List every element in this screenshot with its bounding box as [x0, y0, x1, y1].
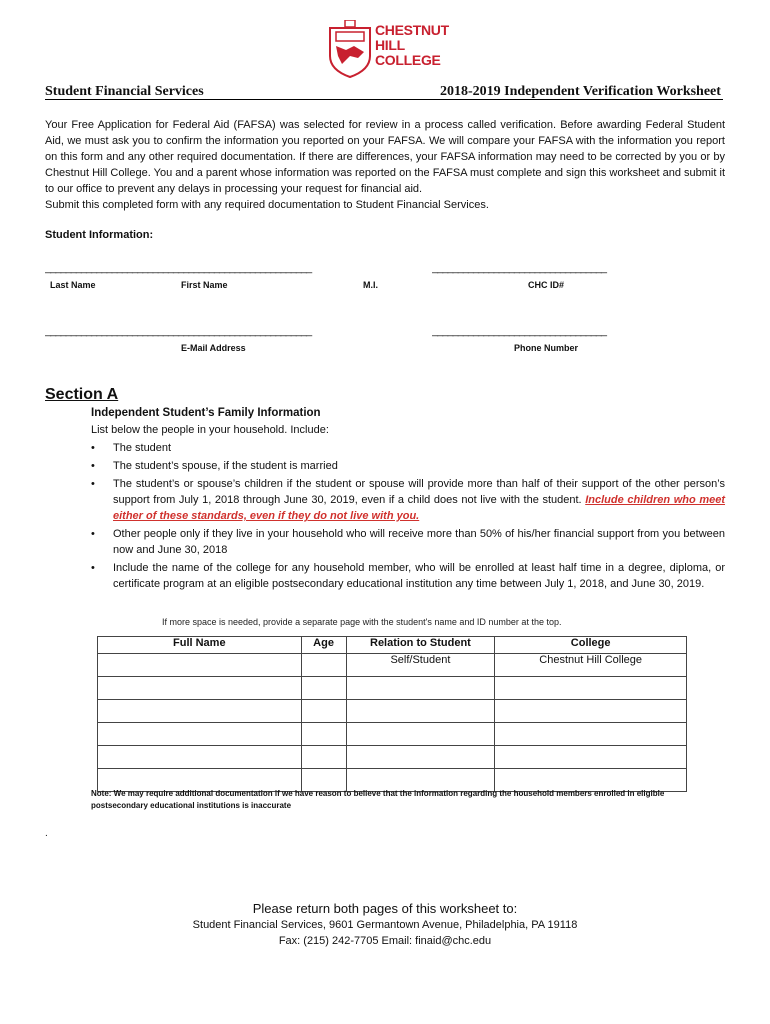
email-label: E-Mail Address — [181, 343, 246, 353]
criteria-text: The student’s or spouse’s children if the student or spouse will provide more than half of their support of the other person’s support from July 1, 2018 through June 30, 2019, even if a child does not live with the student. — [113, 478, 725, 506]
relation-cell[interactable] — [346, 700, 495, 723]
table-row — [98, 723, 687, 746]
college-crest-icon — [328, 20, 372, 78]
bullet-icon: • — [91, 442, 95, 454]
college-cell[interactable] — [495, 723, 687, 746]
name-cell[interactable] — [98, 654, 302, 677]
bullet-icon: • — [91, 478, 95, 490]
intro-text — [45, 117, 725, 213]
stray-dot: . — [45, 828, 48, 839]
intro-paragraph: Your Free Application for Federal Aid (FAFSA) was selected for review in a process called verification. Before awarding Federal Student Aid, we must ask you to confirm the information you reported on your FAFSA. We will compare your FAFSA with the information you report on this form and any other required documentation. If there are differences, your FAFSA information may need to be corrected by you or by Chestnut Hill College. You and a parent whose information was reported on the FAFSA must complete and sign this worksheet and submit it to our office to prevent any delays in processing your request for financial aid. — [45, 119, 725, 195]
email-input-line[interactable]: ____________________________________________________ — [45, 325, 312, 337]
first-name-label: First Name — [181, 280, 228, 290]
name-cell[interactable] — [98, 723, 302, 746]
relation-cell[interactable]: Self/Student — [346, 654, 495, 677]
department-title: Student Financial Services — [45, 84, 204, 99]
family-info-title: Independent Student’s Family Information — [91, 407, 321, 419]
phone-input-line[interactable]: __________________________________ — [432, 325, 607, 337]
family-info-desc: List below the people in your household. Include: — [91, 424, 329, 436]
criteria-emphasis: Include children who meet either of these standards, even if they do not live with you. — [113, 494, 726, 522]
name-input-line[interactable]: ____________________________________________________ — [45, 262, 312, 274]
last-name-label: Last Name — [50, 280, 96, 290]
col-full-name: Full Name — [98, 637, 302, 654]
bullet-icon: • — [91, 460, 95, 472]
table-row — [98, 700, 687, 723]
list-item — [91, 476, 725, 524]
relation-cell[interactable] — [346, 723, 495, 746]
age-cell[interactable] — [301, 677, 346, 700]
list-item — [91, 560, 725, 592]
table-row — [98, 677, 687, 700]
logo-line-2: HILL — [375, 37, 405, 53]
mi-label: M.I. — [363, 280, 378, 290]
criteria-text: Other people only if they live in your household who will receive more than 50% of his/her financial support from you between now and June 30, 2018 — [113, 528, 725, 556]
list-item — [91, 458, 725, 474]
chc-id-label: CHC ID# — [528, 280, 565, 290]
name-cell[interactable] — [98, 746, 302, 769]
phone-label: Phone Number — [514, 343, 579, 353]
col-college: College — [495, 637, 687, 654]
list-item — [91, 440, 725, 456]
name-cell[interactable] — [98, 677, 302, 700]
college-logo — [328, 20, 448, 80]
relation-cell[interactable] — [346, 677, 495, 700]
documentation-note: Note: We may require additional documentation if we have reason to believe that the information regarding the household members enrolled in eligible postsecondary educational institutions is inaccurate — [91, 789, 665, 810]
relation-cell[interactable] — [346, 746, 495, 769]
section-a-title: Section A — [45, 386, 119, 403]
table-row — [98, 654, 687, 677]
logo-line-3: COLLEGE — [375, 52, 441, 68]
list-item — [91, 526, 725, 558]
household-criteria-list — [91, 440, 725, 594]
logo-line-1: CHESTNUT — [375, 22, 449, 38]
return-contact: Fax: (215) 242-7705 Email: finaid@chc.edu — [278, 935, 492, 947]
age-cell[interactable] — [301, 700, 346, 723]
college-cell[interactable] — [495, 700, 687, 723]
household-table — [97, 636, 687, 792]
return-title: Please return both pages of this worksheet to: — [252, 901, 518, 916]
header-rule — [45, 99, 723, 100]
col-age: Age — [301, 637, 346, 654]
criteria-text: The student — [113, 442, 172, 454]
chc-id-input-line[interactable]: __________________________________ — [432, 262, 607, 274]
intro-submit: Submit this completed form with any required documentation to Student Financial Services. — [45, 199, 489, 211]
college-cell[interactable] — [495, 677, 687, 700]
student-info-title: Student Information: — [45, 229, 154, 241]
age-cell[interactable] — [301, 746, 346, 769]
criteria-text: The student’s spouse, if the student is married — [113, 460, 338, 472]
col-relation: Relation to Student — [346, 637, 495, 654]
table-row — [98, 746, 687, 769]
age-cell[interactable] — [301, 654, 346, 677]
return-address: Student Financial Services, 9601 Germantown Avenue, Philadelphia, PA 19118 — [192, 919, 578, 931]
name-cell[interactable] — [98, 700, 302, 723]
age-cell[interactable] — [301, 723, 346, 746]
worksheet-title: 2018-2019 Independent Verification Worksheet — [440, 84, 721, 99]
table-header-row — [98, 637, 687, 654]
criteria-text: Include the name of the college for any household member, who will be enrolled at least half time in a degree, diploma, or certificate program at an eligible postsecondary educational institution any time between July 1, 2018, and June 30, 2019. — [113, 562, 725, 590]
space-note: If more space is needed, provide a separate page with the student's name and ID number at the top. — [162, 617, 562, 627]
bullet-icon: • — [91, 528, 95, 540]
college-cell[interactable] — [495, 746, 687, 769]
bullet-icon: • — [91, 562, 95, 574]
college-cell[interactable]: Chestnut Hill College — [495, 654, 687, 677]
